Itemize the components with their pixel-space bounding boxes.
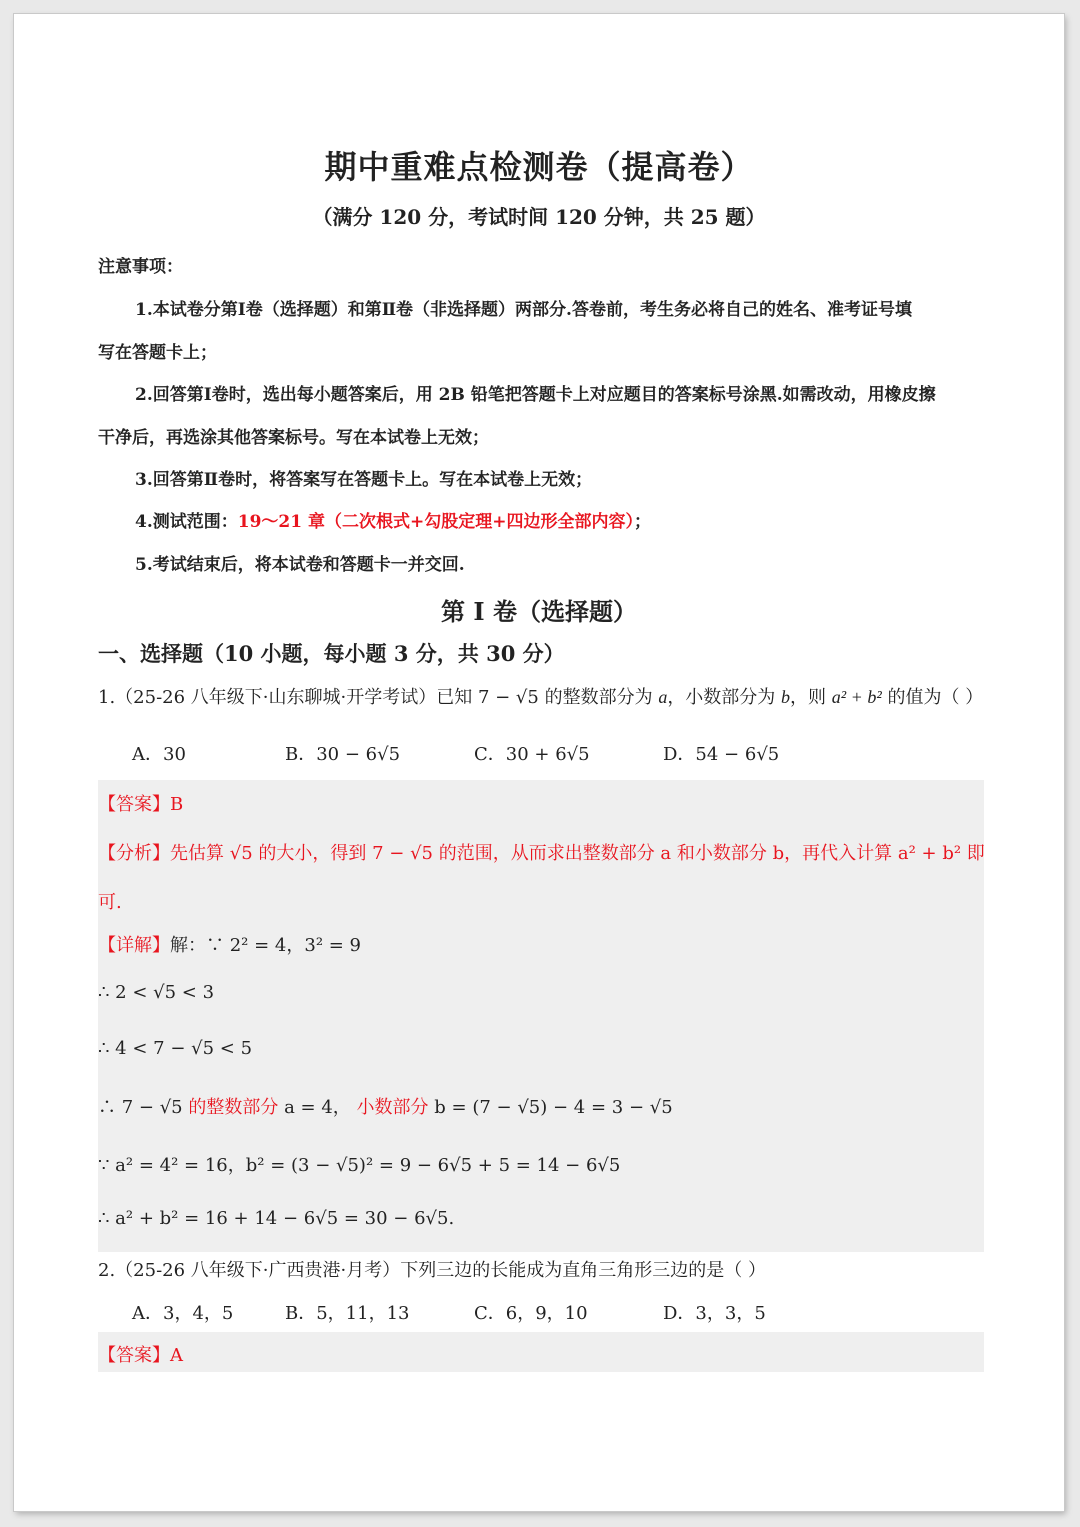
- q1-analysis: [98, 839, 985, 865]
- note-2-line-2: 干净后，再选涂其他答案标号。写在本试卷上无效；: [98, 428, 489, 448]
- note-4-range: 19～21 章（二次根式+勾股定理+四边形全部内容）: [237, 512, 634, 532]
- note-1-line-2: 写在答题卡上；: [98, 343, 217, 363]
- q1-answer-label: 【答案】: [98, 794, 170, 815]
- q2-answer-box: [98, 1332, 984, 1372]
- note-4: [135, 507, 651, 532]
- note-5: 5.考试结束后，将本试卷和答题卡一并交回.: [135, 555, 465, 575]
- q1-stem-a: 1.（25-26 八年级下·山东聊城·开学考试）已知 7 − √5 的整数部分为: [98, 687, 653, 708]
- q1-stem-b: ，小数部分为: [667, 687, 776, 708]
- q1-step-5: ∴ a² + b² = 16 + 14 − 6√5 = 30 − 6√5.: [98, 1208, 455, 1229]
- q1-step-1: ∴ 2 < √5 < 3: [98, 982, 215, 1003]
- note-4-prefix: 4.测试范围：: [135, 512, 238, 532]
- q2-option-d[interactable]: D．3，3，5: [663, 1303, 766, 1324]
- notes-heading: 注意事项：: [98, 257, 183, 277]
- q1-step-3: [98, 1093, 673, 1119]
- q1-option-b[interactable]: B．30 − 6√5: [285, 744, 401, 765]
- q2-option-b[interactable]: B．5，11，13: [285, 1303, 410, 1324]
- page-title: 期中重难点检测卷（提高卷）: [324, 148, 754, 186]
- q1-option-d[interactable]: D．54 − 6√5: [663, 744, 780, 765]
- part-title: 一、选择题（10 小题，每小题 3 分，共 30 分）: [98, 641, 565, 666]
- q1-expr: a² + b²: [831, 687, 882, 707]
- q1-step-3-a: ∴ 7 − √5: [98, 1097, 183, 1118]
- q1-var-a: a: [658, 687, 668, 707]
- q1-detail-label: 【详解】: [98, 935, 170, 956]
- q2-answer: [98, 1341, 183, 1367]
- exam-page: [14, 14, 1064, 1511]
- q1-option-a[interactable]: A．30: [132, 744, 186, 765]
- question-2-stem: 2.（25-26 八年级下·广西贵港·月考）下列三边的长能成为直角三角形三边的是（ ）: [98, 1260, 766, 1281]
- q1-step-4: ∵ a² = 4² = 16，b² = (3 − √5)² = 9 − 6√5 + 5 = 14 − 6√5: [98, 1155, 621, 1176]
- q2-answer-value: A: [170, 1345, 183, 1366]
- q1-analysis-label: 【分析】: [98, 843, 170, 864]
- note-4-suffix: ；: [633, 512, 651, 532]
- q2-option-c[interactable]: C．6，9，10: [474, 1303, 588, 1324]
- q1-answer-value: B: [170, 794, 184, 815]
- q1-step-3-d: 小数部分: [356, 1097, 429, 1118]
- q1-detail: [98, 931, 361, 957]
- q1-step-3-c: a = 4，: [284, 1097, 351, 1118]
- question-1-stem: [98, 683, 983, 709]
- q1-step-3-b: 的整数部分: [188, 1097, 279, 1118]
- q1-detail-first: 解：∵ 2² = 4，3² = 9: [170, 935, 362, 956]
- q1-step-2: ∴ 4 < 7 − √5 < 5: [98, 1038, 253, 1059]
- q1-analysis-line-1: 先估算 √5 的大小，得到 7 − √5 的范围，从而求出整数部分 a 和小数部分 b，再代入计算 a² + b² 即: [170, 843, 985, 864]
- q1-step-3-e: b = (7 − √5) − 4 = 3 − √5: [434, 1097, 673, 1118]
- q1-stem-c: ，则: [790, 687, 827, 708]
- q1-answer: [98, 790, 183, 816]
- note-1-line-1: 1.本试卷分第Ⅰ卷（选择题）和第Ⅱ卷（非选择题）两部分.答卷前，考生务必将自己的姓名、准考证号填: [135, 300, 912, 320]
- q1-analysis-line-2: 可.: [98, 892, 122, 913]
- note-3: 3.回答第Ⅱ卷时，将答案写在答题卡上。写在本试卷上无效；: [135, 470, 593, 490]
- q2-answer-label: 【答案】: [98, 1345, 170, 1366]
- note-2-line-1: 2.回答第Ⅰ卷时，选出每小题答案后，用 2B 铅笔把答题卡上对应题目的答案标号涂黑.如需改动，用橡皮擦: [135, 385, 936, 405]
- q1-stem-d: 的值为（ ）: [887, 687, 984, 708]
- q1-option-c[interactable]: C．30 + 6√5: [474, 744, 590, 765]
- q1-var-b: b: [781, 687, 791, 707]
- section-title: 第 I 卷（选择题）: [441, 597, 637, 626]
- exam-subtitle: （满分 120 分，考试时间 120 分钟，共 25 题）: [312, 205, 766, 229]
- q2-option-a[interactable]: A．3，4，5: [132, 1303, 234, 1324]
